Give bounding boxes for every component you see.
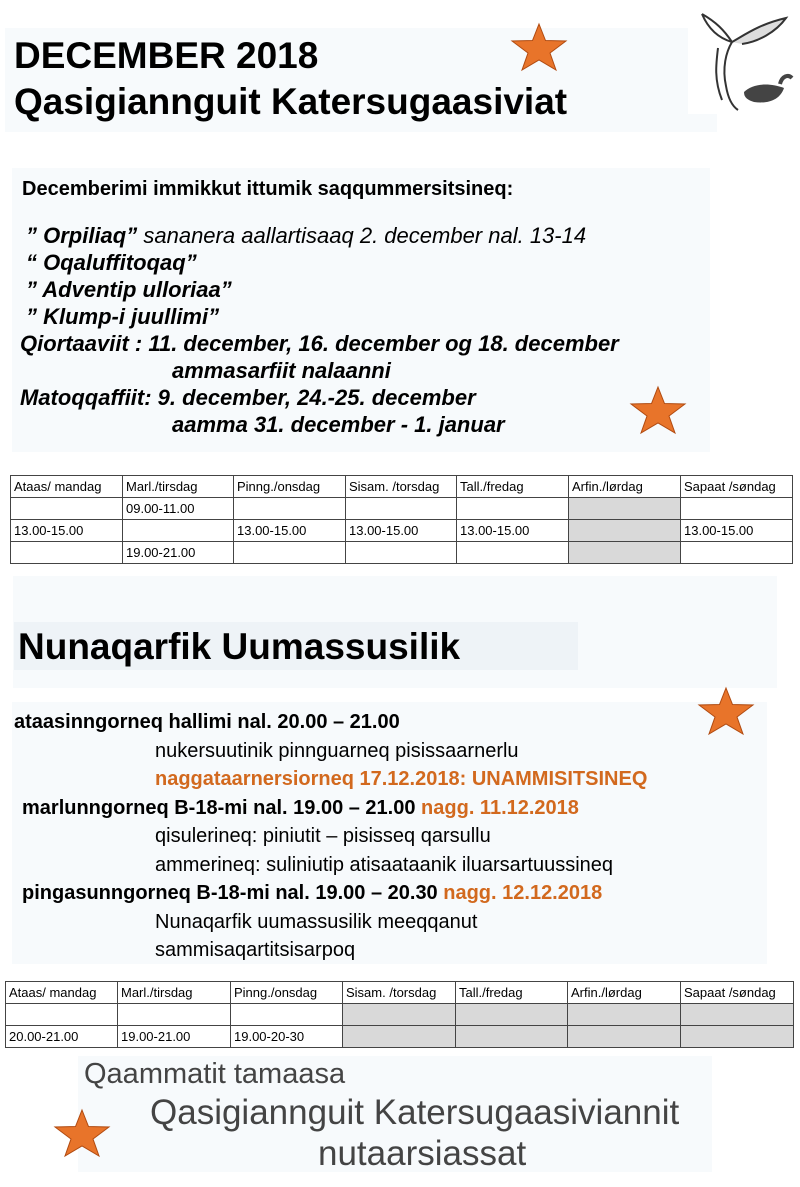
table-cell-closed <box>568 1004 681 1026</box>
table-cell-closed <box>569 498 681 520</box>
star-icon <box>52 1108 112 1158</box>
table-header-cell: Pinng./onsdag <box>231 982 343 1004</box>
page-title: DECEMBER 2018 <box>14 35 319 76</box>
table-cell: 20.00-21.00 <box>6 1026 118 1048</box>
event-note: naggataarnersiorneq 17.12.2018: UNAMMISITSINEQ <box>155 768 648 790</box>
exhibit-item: ” Klump-i juullimi” <box>26 304 220 329</box>
table-header-row <box>6 982 794 1004</box>
whale-tail-logo <box>688 8 796 114</box>
footer-line1: Qaammatit tamaasa <box>84 1058 346 1090</box>
table-cell: 19.00-20-30 <box>231 1026 343 1048</box>
table-header-cell: Tall./fredag <box>456 982 568 1004</box>
table-cell: 13.00-15.00 <box>457 520 569 542</box>
exhibit-heading: Decemberimi immikkut ittumik saqqummersitsineq: <box>22 178 514 200</box>
open-days-sub: ammasarfiit nalaanni <box>172 358 391 383</box>
event-list <box>14 708 647 965</box>
table-header-cell: Ataas/ mandag <box>6 982 118 1004</box>
event-heading-line <box>14 794 647 823</box>
table-cell <box>346 498 457 520</box>
table-cell: 13.00-15.00 <box>346 520 457 542</box>
exhibit-item: ” Adventip ulloriaa” <box>26 277 232 302</box>
footer-line3: nutaarsiassat <box>318 1134 527 1173</box>
table-cell: 13.00-15.00 <box>234 520 346 542</box>
footer-line2: Qasigiannguit Katersugaasiviannit <box>150 1093 680 1132</box>
table-row <box>11 498 793 520</box>
event-desc: nukersuutinik pinnguarneq pisissaarnerlu <box>155 739 519 762</box>
table-header-cell: Sisam. /torsdag <box>343 982 456 1004</box>
table-cell <box>681 542 793 564</box>
table-header-row <box>11 476 793 498</box>
table-cell <box>11 498 123 520</box>
table-header-cell: Sapaat /søndag <box>681 982 794 1004</box>
event-desc: qisulerineq: piniutit – pisisseq qarsullu <box>155 825 491 847</box>
table-cell <box>231 1004 343 1026</box>
table-cell-closed <box>343 1004 456 1026</box>
table-cell-closed <box>343 1026 456 1048</box>
open-days-line: Qiortaaviit : 11. december, 16. december og 18. december <box>20 331 619 356</box>
table-cell <box>457 542 569 564</box>
event-title: marlunngorneq B-18-mi nal. 19.00 – 21.00 <box>22 796 416 819</box>
table-cell-closed <box>681 1004 794 1026</box>
table-cell <box>681 498 793 520</box>
table-header-cell: Marl./tirsdag <box>123 476 234 498</box>
table-header-cell: Tall./fredag <box>457 476 569 498</box>
table-cell <box>123 520 234 542</box>
table-cell <box>6 1004 118 1026</box>
title-block <box>14 33 567 125</box>
table-cell <box>11 542 123 564</box>
event-title: pingasunngorneq B-18-mi nal. 19.00 – 20.30 <box>22 882 438 904</box>
table-row <box>11 520 793 542</box>
club-hours-table <box>5 981 794 1048</box>
table-row <box>6 1004 794 1026</box>
table-row <box>11 542 793 564</box>
star-icon <box>697 686 755 736</box>
star-icon <box>510 22 568 72</box>
table-header-cell: Arfin./lørdag <box>568 982 681 1004</box>
table-cell-closed <box>569 542 681 564</box>
section-title: Nunaqarfik Uumassusilik <box>18 626 461 667</box>
table-cell-closed <box>568 1026 681 1048</box>
table-cell <box>457 498 569 520</box>
table-cell <box>346 542 457 564</box>
table-cell: 13.00-15.00 <box>681 520 793 542</box>
table-cell-closed <box>681 1026 794 1048</box>
table-row <box>6 1026 794 1048</box>
exhibit-item <box>20 222 619 249</box>
event-desc: Nunaqarfik uumassusilik meeqqanut <box>155 910 478 933</box>
star-icon <box>628 385 688 435</box>
closed-days-line: Matoqqaffiit: 9. december, 24.-25. december <box>20 385 476 410</box>
table-header-cell: Arfin./lørdag <box>569 476 681 498</box>
table-cell: 13.00-15.00 <box>11 520 123 542</box>
table-cell: 09.00-11.00 <box>123 498 234 520</box>
table-header-cell: Pinng./onsdag <box>234 476 346 498</box>
exhibit-item: “ Oqaluffitoqaq” <box>26 250 197 275</box>
exhibit-list <box>20 222 619 438</box>
closed-days-sub: aamma 31. december - 1. januar <box>172 412 505 437</box>
table-cell: 19.00-21.00 <box>123 542 234 564</box>
event-heading-line <box>14 879 647 908</box>
table-header-cell: Marl./tirsdag <box>118 982 231 1004</box>
table-cell <box>234 498 346 520</box>
event-date: nagg. 11.12.2018 <box>421 796 579 819</box>
event-desc: sammisaqartitsisarpoq <box>155 939 356 961</box>
table-cell-closed <box>456 1026 568 1048</box>
table-cell <box>234 542 346 564</box>
table-header-cell: Sisam. /torsdag <box>346 476 457 498</box>
table-cell-closed <box>569 520 681 542</box>
museum-hours-table <box>10 475 793 564</box>
event-date: nagg. 12.12.2018 <box>443 882 603 904</box>
table-header-cell: Ataas/ mandag <box>11 476 123 498</box>
exhibit-item-detail: sananera aallartisaaq 2. december nal. 13-14 <box>137 223 587 248</box>
table-header-cell: Sapaat /søndag <box>681 476 793 498</box>
event-title: ataasinngorneq hallimi nal. 20.00 – 21.00 <box>14 711 400 733</box>
table-cell <box>118 1004 231 1026</box>
exhibit-item-title: ” Orpiliaq” <box>26 223 138 248</box>
table-cell-closed <box>456 1004 568 1026</box>
event-desc: ammerineq: suliniutip atisaataanik iluarsartuussineq <box>155 853 614 876</box>
table-cell: 19.00-21.00 <box>118 1026 231 1048</box>
page-subtitle: Qasigiannguit Katersugaasiviat <box>14 81 568 122</box>
